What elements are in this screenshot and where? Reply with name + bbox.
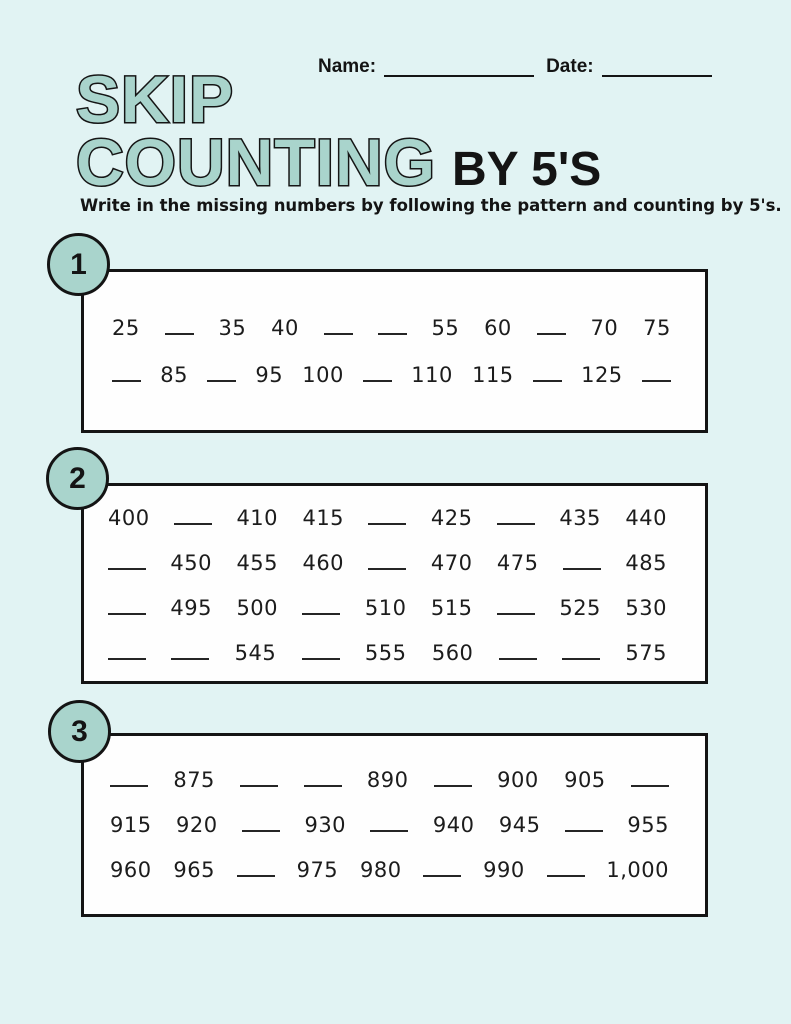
number-value: 555 bbox=[364, 641, 407, 665]
blank-slot bbox=[302, 613, 340, 615]
number-row bbox=[110, 813, 669, 837]
number-value: 515 bbox=[430, 596, 473, 620]
number-value: 440 bbox=[625, 506, 667, 530]
number-value: 100 bbox=[302, 362, 344, 387]
blank-slot bbox=[171, 658, 209, 660]
number-value: 975 bbox=[296, 858, 339, 882]
number-value: 1,000 bbox=[606, 858, 669, 882]
number-value: 920 bbox=[176, 813, 218, 837]
date-label: Date: bbox=[546, 56, 594, 77]
number-value: 60 bbox=[484, 315, 512, 340]
blank-slot bbox=[240, 785, 278, 787]
number-value: 495 bbox=[170, 596, 213, 620]
number-value: 525 bbox=[559, 596, 601, 620]
number-value: 475 bbox=[496, 551, 539, 575]
number-value: 500 bbox=[236, 596, 279, 620]
number-value: 75 bbox=[643, 315, 671, 340]
number-value: 435 bbox=[559, 506, 601, 530]
number-value: 930 bbox=[304, 813, 347, 837]
blank-slot bbox=[108, 613, 146, 615]
number-value: 125 bbox=[581, 362, 623, 387]
blank-slot bbox=[242, 830, 280, 832]
blank-slot bbox=[642, 380, 671, 382]
number-value: 965 bbox=[173, 858, 215, 882]
blank-slot bbox=[108, 568, 146, 570]
blank-slot bbox=[547, 875, 585, 877]
number-row bbox=[112, 316, 671, 340]
section-1-number: 1 bbox=[70, 247, 87, 281]
blank-slot bbox=[368, 523, 406, 525]
blank-slot bbox=[499, 658, 537, 660]
section-3-box bbox=[81, 733, 708, 917]
number-value: 450 bbox=[170, 551, 213, 575]
blank-slot bbox=[174, 523, 212, 525]
blank-slot bbox=[363, 380, 392, 382]
number-value: 905 bbox=[564, 768, 606, 792]
blank-slot bbox=[434, 785, 472, 787]
date-write-line bbox=[602, 61, 712, 77]
instruction-text: Write in the missing numbers by following the pattern and counting by 5's. bbox=[80, 196, 782, 215]
number-value: 110 bbox=[411, 362, 453, 387]
number-value: 35 bbox=[218, 315, 247, 340]
number-row bbox=[108, 641, 667, 665]
blank-slot bbox=[533, 380, 562, 382]
blank-slot bbox=[631, 785, 669, 787]
number-value: 40 bbox=[271, 315, 299, 340]
number-value: 875 bbox=[173, 768, 215, 792]
number-value: 890 bbox=[366, 768, 409, 792]
number-value: 95 bbox=[255, 362, 284, 387]
blank-slot bbox=[108, 658, 146, 660]
number-value: 400 bbox=[108, 506, 150, 530]
blank-slot bbox=[537, 333, 566, 335]
number-value: 115 bbox=[472, 362, 514, 387]
number-row bbox=[110, 768, 669, 792]
blank-slot bbox=[368, 568, 406, 570]
blank-slot bbox=[110, 785, 148, 787]
number-value: 460 bbox=[302, 551, 345, 575]
number-row bbox=[108, 506, 667, 530]
blank-slot bbox=[423, 875, 461, 877]
title-line2: COUNTING bbox=[76, 125, 436, 200]
number-value: 575 bbox=[625, 641, 667, 665]
number-value: 485 bbox=[625, 551, 667, 575]
blank-slot bbox=[304, 785, 342, 787]
number-row bbox=[110, 858, 669, 882]
number-value: 545 bbox=[234, 641, 277, 665]
blank-slot bbox=[207, 380, 236, 382]
number-row bbox=[112, 363, 671, 387]
blank-slot bbox=[237, 875, 275, 877]
number-value: 900 bbox=[497, 768, 539, 792]
number-value: 410 bbox=[236, 506, 279, 530]
number-row bbox=[108, 551, 667, 575]
section-2-number: 2 bbox=[69, 461, 86, 495]
number-value: 70 bbox=[590, 315, 619, 340]
blank-slot bbox=[378, 333, 407, 335]
number-row bbox=[108, 596, 667, 620]
title-suffix: BY 5'S bbox=[451, 143, 602, 197]
number-value: 560 bbox=[431, 641, 474, 665]
section-1-box bbox=[81, 269, 708, 433]
section-2-badge bbox=[46, 447, 109, 510]
number-value: 530 bbox=[625, 596, 667, 620]
number-value: 915 bbox=[110, 813, 152, 837]
number-value: 85 bbox=[160, 362, 188, 387]
number-value: 55 bbox=[431, 315, 460, 340]
blank-slot bbox=[324, 333, 353, 335]
blank-slot bbox=[497, 523, 535, 525]
title-line1: SKIP bbox=[76, 62, 235, 136]
number-value: 470 bbox=[430, 551, 473, 575]
number-value: 25 bbox=[112, 315, 140, 340]
blank-slot bbox=[165, 333, 194, 335]
number-value: 980 bbox=[359, 858, 402, 882]
number-value: 415 bbox=[302, 506, 345, 530]
blank-slot bbox=[302, 658, 340, 660]
blank-slot bbox=[562, 658, 600, 660]
name-label: Name: bbox=[318, 56, 377, 77]
section-1-badge bbox=[47, 233, 110, 296]
blank-slot bbox=[112, 380, 141, 382]
blank-slot bbox=[563, 568, 601, 570]
number-value: 945 bbox=[498, 813, 541, 837]
blank-slot bbox=[497, 613, 535, 615]
blank-slot bbox=[370, 830, 408, 832]
section-2-box bbox=[81, 483, 708, 684]
number-value: 990 bbox=[483, 858, 525, 882]
number-value: 425 bbox=[430, 506, 473, 530]
blank-slot bbox=[565, 830, 603, 832]
number-value: 510 bbox=[364, 596, 407, 620]
number-value: 940 bbox=[432, 813, 475, 837]
number-value: 455 bbox=[236, 551, 279, 575]
section-3-number: 3 bbox=[71, 714, 88, 748]
number-value: 955 bbox=[627, 813, 669, 837]
number-value: 960 bbox=[110, 858, 152, 882]
section-3-badge bbox=[48, 700, 111, 763]
